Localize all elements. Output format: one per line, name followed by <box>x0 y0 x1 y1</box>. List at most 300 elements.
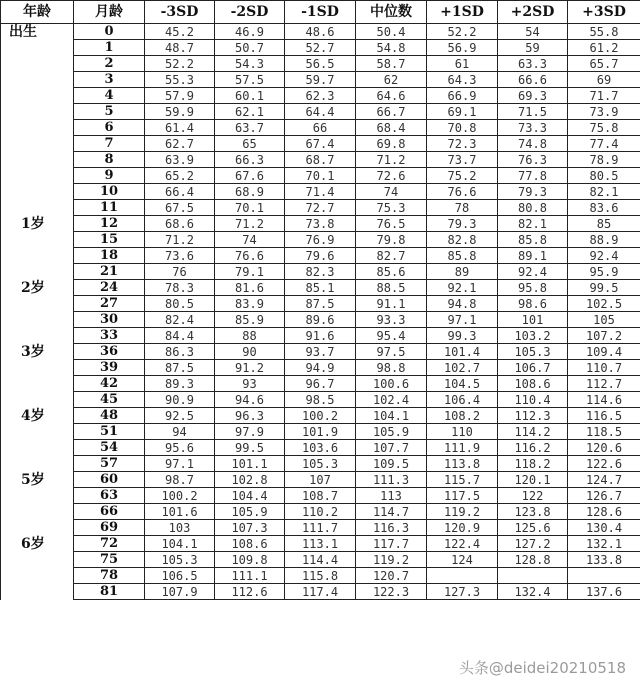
value-cell: 96.7 <box>285 376 356 392</box>
month-cell: 63 <box>74 488 145 504</box>
value-cell: 109.5 <box>356 456 427 472</box>
month-cell: 7 <box>74 136 145 152</box>
value-cell: 54.8 <box>356 40 427 56</box>
value-cell: 64.4 <box>285 104 356 120</box>
age-cell <box>1 184 74 200</box>
month-cell: 18 <box>74 248 145 264</box>
column-header: -1SD <box>285 1 356 24</box>
value-cell: 77.8 <box>498 168 568 184</box>
value-cell: 57.5 <box>215 72 285 88</box>
value-cell: 85.6 <box>356 264 427 280</box>
value-cell: 90.9 <box>145 392 215 408</box>
value-cell: 89 <box>427 264 498 280</box>
value-cell: 128.6 <box>568 504 640 520</box>
value-cell: 85.8 <box>427 248 498 264</box>
table-row <box>1 88 640 104</box>
value-cell: 102.8 <box>215 472 285 488</box>
value-cell: 71.2 <box>356 152 427 168</box>
value-cell: 116.3 <box>356 520 427 536</box>
value-cell: 91.6 <box>285 328 356 344</box>
value-cell: 78 <box>427 200 498 216</box>
age-cell <box>1 568 74 584</box>
month-cell: 5 <box>74 104 145 120</box>
value-cell: 73.6 <box>145 248 215 264</box>
value-cell: 60.1 <box>215 88 285 104</box>
value-cell: 62.7 <box>145 136 215 152</box>
value-cell: 77.4 <box>568 136 640 152</box>
table-row <box>1 504 640 520</box>
value-cell: 68.6 <box>145 216 215 232</box>
month-cell: 75 <box>74 552 145 568</box>
value-cell: 80.5 <box>145 296 215 312</box>
value-cell: 103.2 <box>498 328 568 344</box>
month-cell: 42 <box>74 376 145 392</box>
value-cell: 76.3 <box>498 152 568 168</box>
value-cell: 101.6 <box>145 504 215 520</box>
value-cell: 118.5 <box>568 424 640 440</box>
value-cell: 104.1 <box>356 408 427 424</box>
value-cell: 78.9 <box>568 152 640 168</box>
month-cell: 81 <box>74 584 145 600</box>
age-cell <box>1 376 74 392</box>
value-cell: 102.5 <box>568 296 640 312</box>
value-cell: 116.2 <box>498 440 568 456</box>
column-header: 中位数 <box>356 1 427 24</box>
value-cell: 124 <box>427 552 498 568</box>
watermark: 头条@deidei20210518 <box>458 659 626 677</box>
value-cell: 66.4 <box>145 184 215 200</box>
value-cell: 79.1 <box>215 264 285 280</box>
value-cell: 104.5 <box>427 376 498 392</box>
value-cell: 48.7 <box>145 40 215 56</box>
value-cell: 59.9 <box>145 104 215 120</box>
value-cell: 122.6 <box>568 456 640 472</box>
value-cell: 89.6 <box>285 312 356 328</box>
value-cell: 72.6 <box>356 168 427 184</box>
month-cell: 27 <box>74 296 145 312</box>
age-cell <box>1 456 74 472</box>
value-cell: 123.8 <box>498 504 568 520</box>
value-cell: 57.9 <box>145 88 215 104</box>
value-cell: 92.4 <box>568 248 640 264</box>
value-cell: 76 <box>145 264 215 280</box>
value-cell: 101.1 <box>215 456 285 472</box>
value-cell: 87.5 <box>285 296 356 312</box>
table-row <box>1 40 640 56</box>
age-cell <box>1 520 74 536</box>
value-cell: 86.3 <box>145 344 215 360</box>
value-cell: 66.7 <box>356 104 427 120</box>
table-row <box>1 424 640 440</box>
age-cell <box>1 200 74 216</box>
value-cell: 52.2 <box>427 24 498 40</box>
value-cell: 106.7 <box>498 360 568 376</box>
age-cell <box>1 424 74 440</box>
value-cell: 94.9 <box>285 360 356 376</box>
value-cell: 99.3 <box>427 328 498 344</box>
table-row <box>1 408 640 424</box>
value-cell: 72.7 <box>285 200 356 216</box>
month-cell: 48 <box>74 408 145 424</box>
value-cell: 111.1 <box>215 568 285 584</box>
value-cell: 117.5 <box>427 488 498 504</box>
value-cell: 97.5 <box>356 344 427 360</box>
value-cell: 127.3 <box>427 584 498 600</box>
value-cell: 100.2 <box>285 408 356 424</box>
month-cell: 36 <box>74 344 145 360</box>
value-cell: 82.4 <box>145 312 215 328</box>
value-cell: 108.6 <box>215 536 285 552</box>
age-cell <box>1 56 74 72</box>
age-cell <box>1 248 74 264</box>
age-cell <box>1 40 74 56</box>
age-cell <box>1 168 74 184</box>
value-cell: 92.1 <box>427 280 498 296</box>
value-cell: 65.2 <box>145 168 215 184</box>
column-header: +1SD <box>427 1 498 24</box>
value-cell: 89.1 <box>498 248 568 264</box>
table-row <box>1 24 640 40</box>
value-cell: 61.4 <box>145 120 215 136</box>
value-cell: 98.6 <box>498 296 568 312</box>
value-cell: 112.6 <box>215 584 285 600</box>
table-row <box>1 120 640 136</box>
table-row <box>1 520 640 536</box>
month-cell: 6 <box>74 120 145 136</box>
value-cell: 115.7 <box>427 472 498 488</box>
value-cell: 56.9 <box>427 40 498 56</box>
table-row <box>1 344 640 360</box>
column-header: +2SD <box>498 1 568 24</box>
value-cell: 68.7 <box>285 152 356 168</box>
value-cell: 48.6 <box>285 24 356 40</box>
value-cell: 132.4 <box>498 584 568 600</box>
table-row <box>1 568 640 584</box>
value-cell: 107.2 <box>568 328 640 344</box>
value-cell: 79.3 <box>427 216 498 232</box>
value-cell: 75.2 <box>427 168 498 184</box>
month-cell: 15 <box>74 232 145 248</box>
value-cell: 114.7 <box>356 504 427 520</box>
age-cell: 出生 <box>1 24 74 40</box>
month-cell: 12 <box>74 216 145 232</box>
table-row <box>1 360 640 376</box>
value-cell: 84.4 <box>145 328 215 344</box>
value-cell: 58.7 <box>356 56 427 72</box>
value-cell: 97.1 <box>145 456 215 472</box>
value-cell: 105.3 <box>498 344 568 360</box>
age-cell <box>1 328 74 344</box>
table-row <box>1 152 640 168</box>
month-cell: 45 <box>74 392 145 408</box>
month-cell: 30 <box>74 312 145 328</box>
value-cell: 80.8 <box>498 200 568 216</box>
age-cell <box>1 264 74 280</box>
table-row <box>1 136 640 152</box>
value-cell: 107.3 <box>215 520 285 536</box>
value-cell: 61 <box>427 56 498 72</box>
value-cell: 82.8 <box>427 232 498 248</box>
value-cell: 91.2 <box>215 360 285 376</box>
value-cell: 70.8 <box>427 120 498 136</box>
value-cell: 124.7 <box>568 472 640 488</box>
value-cell: 109.8 <box>215 552 285 568</box>
value-cell: 75.8 <box>568 120 640 136</box>
value-cell: 137.6 <box>568 584 640 600</box>
age-cell <box>1 552 74 568</box>
table-row <box>1 104 640 120</box>
value-cell: 102.4 <box>356 392 427 408</box>
value-cell: 99.5 <box>568 280 640 296</box>
value-cell: 50.4 <box>356 24 427 40</box>
value-cell: 100.6 <box>356 376 427 392</box>
value-cell: 105.9 <box>215 504 285 520</box>
value-cell: 128.8 <box>498 552 568 568</box>
value-cell: 68.4 <box>356 120 427 136</box>
month-cell: 21 <box>74 264 145 280</box>
value-cell: 96.3 <box>215 408 285 424</box>
table-row <box>1 440 640 456</box>
table-row <box>1 72 640 88</box>
age-cell: 2岁 <box>1 280 74 296</box>
column-header: 月龄 <box>74 1 145 24</box>
value-cell: 67.5 <box>145 200 215 216</box>
value-cell: 73.8 <box>285 216 356 232</box>
value-cell: 71.4 <box>285 184 356 200</box>
value-cell: 107 <box>285 472 356 488</box>
age-cell <box>1 152 74 168</box>
month-cell: 1 <box>74 40 145 56</box>
value-cell: 74.8 <box>498 136 568 152</box>
value-cell: 63.7 <box>215 120 285 136</box>
value-cell: 74 <box>356 184 427 200</box>
value-cell: 82.7 <box>356 248 427 264</box>
column-header: -3SD <box>145 1 215 24</box>
month-cell: 57 <box>74 456 145 472</box>
value-cell: 108.2 <box>427 408 498 424</box>
age-cell: 3岁 <box>1 344 74 360</box>
age-cell: 4岁 <box>1 408 74 424</box>
month-cell: 3 <box>74 72 145 88</box>
value-cell: 71.2 <box>145 232 215 248</box>
value-cell: 133.8 <box>568 552 640 568</box>
table-row <box>1 264 640 280</box>
month-cell: 9 <box>74 168 145 184</box>
age-cell <box>1 488 74 504</box>
age-cell <box>1 72 74 88</box>
table-row <box>1 376 640 392</box>
age-cell <box>1 88 74 104</box>
value-cell: 71.2 <box>215 216 285 232</box>
age-cell <box>1 440 74 456</box>
month-cell: 72 <box>74 536 145 552</box>
value-cell: 88.5 <box>356 280 427 296</box>
value-cell: 85.1 <box>285 280 356 296</box>
value-cell: 71.7 <box>568 88 640 104</box>
month-cell: 33 <box>74 328 145 344</box>
month-cell: 78 <box>74 568 145 584</box>
age-cell: 5岁 <box>1 472 74 488</box>
value-cell: 107.7 <box>356 440 427 456</box>
value-cell: 62.3 <box>285 88 356 104</box>
table-row <box>1 56 640 72</box>
table-row <box>1 232 640 248</box>
value-cell: 103 <box>145 520 215 536</box>
value-cell: 112.3 <box>498 408 568 424</box>
value-cell: 73.9 <box>568 104 640 120</box>
value-cell: 104.4 <box>215 488 285 504</box>
value-cell: 106.4 <box>427 392 498 408</box>
value-cell: 95.6 <box>145 440 215 456</box>
value-cell: 110.7 <box>568 360 640 376</box>
value-cell: 95.9 <box>568 264 640 280</box>
value-cell: 65.7 <box>568 56 640 72</box>
value-cell: 76.6 <box>215 248 285 264</box>
value-cell: 88 <box>215 328 285 344</box>
value-cell: 102.7 <box>427 360 498 376</box>
column-header: 年龄 <box>1 1 74 24</box>
header-row <box>1 1 640 24</box>
value-cell: 79.6 <box>285 248 356 264</box>
month-cell: 66 <box>74 504 145 520</box>
value-cell: 122.3 <box>356 584 427 600</box>
table-row <box>1 296 640 312</box>
value-cell: 52.7 <box>285 40 356 56</box>
value-cell: 66 <box>285 120 356 136</box>
table-row <box>1 472 640 488</box>
month-cell: 2 <box>74 56 145 72</box>
value-cell: 69.8 <box>356 136 427 152</box>
value-cell: 73.7 <box>427 152 498 168</box>
value-cell: 110 <box>427 424 498 440</box>
value-cell: 94 <box>145 424 215 440</box>
value-cell: 79.8 <box>356 232 427 248</box>
value-cell: 54.3 <box>215 56 285 72</box>
value-cell: 87.5 <box>145 360 215 376</box>
value-cell: 122.4 <box>427 536 498 552</box>
value-cell: 95.8 <box>498 280 568 296</box>
value-cell: 132.1 <box>568 536 640 552</box>
value-cell: 105.3 <box>285 456 356 472</box>
table-row <box>1 248 640 264</box>
value-cell: 120.1 <box>498 472 568 488</box>
month-cell: 69 <box>74 520 145 536</box>
value-cell: 122 <box>498 488 568 504</box>
age-cell <box>1 232 74 248</box>
table-row <box>1 552 640 568</box>
value-cell: 69 <box>568 72 640 88</box>
age-cell <box>1 120 74 136</box>
value-cell: 52.2 <box>145 56 215 72</box>
value-cell: 120.9 <box>427 520 498 536</box>
value-cell <box>498 568 568 584</box>
value-cell: 83.9 <box>215 296 285 312</box>
value-cell: 55.3 <box>145 72 215 88</box>
value-cell: 113.8 <box>427 456 498 472</box>
age-cell <box>1 104 74 120</box>
value-cell: 105.9 <box>356 424 427 440</box>
value-cell: 98.8 <box>356 360 427 376</box>
value-cell: 68.9 <box>215 184 285 200</box>
value-cell: 85.9 <box>215 312 285 328</box>
value-cell: 89.3 <box>145 376 215 392</box>
value-cell: 45.2 <box>145 24 215 40</box>
value-cell: 92.5 <box>145 408 215 424</box>
age-cell <box>1 296 74 312</box>
month-cell: 24 <box>74 280 145 296</box>
value-cell: 101.9 <box>285 424 356 440</box>
value-cell: 103.6 <box>285 440 356 456</box>
value-cell: 59.7 <box>285 72 356 88</box>
value-cell: 92.4 <box>498 264 568 280</box>
value-cell: 114.4 <box>285 552 356 568</box>
value-cell <box>427 568 498 584</box>
value-cell: 88.9 <box>568 232 640 248</box>
value-cell: 130.4 <box>568 520 640 536</box>
month-cell: 0 <box>74 24 145 40</box>
value-cell: 119.2 <box>356 552 427 568</box>
value-cell: 125.6 <box>498 520 568 536</box>
value-cell: 83.6 <box>568 200 640 216</box>
age-cell <box>1 504 74 520</box>
value-cell: 81.6 <box>215 280 285 296</box>
value-cell: 85.8 <box>498 232 568 248</box>
age-cell: 1岁 <box>1 216 74 232</box>
month-cell: 10 <box>74 184 145 200</box>
value-cell: 107.9 <box>145 584 215 600</box>
month-cell: 4 <box>74 88 145 104</box>
age-cell <box>1 584 74 600</box>
value-cell: 94.6 <box>215 392 285 408</box>
value-cell: 71.5 <box>498 104 568 120</box>
value-cell: 120.6 <box>568 440 640 456</box>
value-cell: 94.8 <box>427 296 498 312</box>
value-cell: 126.7 <box>568 488 640 504</box>
value-cell: 110.4 <box>498 392 568 408</box>
month-cell: 8 <box>74 152 145 168</box>
value-cell: 78.3 <box>145 280 215 296</box>
column-header: -2SD <box>215 1 285 24</box>
table-row <box>1 456 640 472</box>
value-cell: 101.4 <box>427 344 498 360</box>
value-cell: 105 <box>568 312 640 328</box>
value-cell: 117.7 <box>356 536 427 552</box>
value-cell: 63.3 <box>498 56 568 72</box>
value-cell: 72.3 <box>427 136 498 152</box>
value-cell: 59 <box>498 40 568 56</box>
value-cell: 97.9 <box>215 424 285 440</box>
value-cell: 82.1 <box>498 216 568 232</box>
value-cell: 76.6 <box>427 184 498 200</box>
table-row <box>1 280 640 296</box>
value-cell: 117.4 <box>285 584 356 600</box>
value-cell: 65 <box>215 136 285 152</box>
value-cell: 76.5 <box>356 216 427 232</box>
value-cell: 61.2 <box>568 40 640 56</box>
table-row <box>1 392 640 408</box>
value-cell: 76.9 <box>285 232 356 248</box>
value-cell: 70.1 <box>285 168 356 184</box>
value-cell: 109.4 <box>568 344 640 360</box>
value-cell: 73.3 <box>498 120 568 136</box>
value-cell: 119.2 <box>427 504 498 520</box>
value-cell: 82.3 <box>285 264 356 280</box>
age-cell <box>1 136 74 152</box>
value-cell: 90 <box>215 344 285 360</box>
month-cell: 11 <box>74 200 145 216</box>
value-cell: 98.5 <box>285 392 356 408</box>
value-cell: 67.4 <box>285 136 356 152</box>
